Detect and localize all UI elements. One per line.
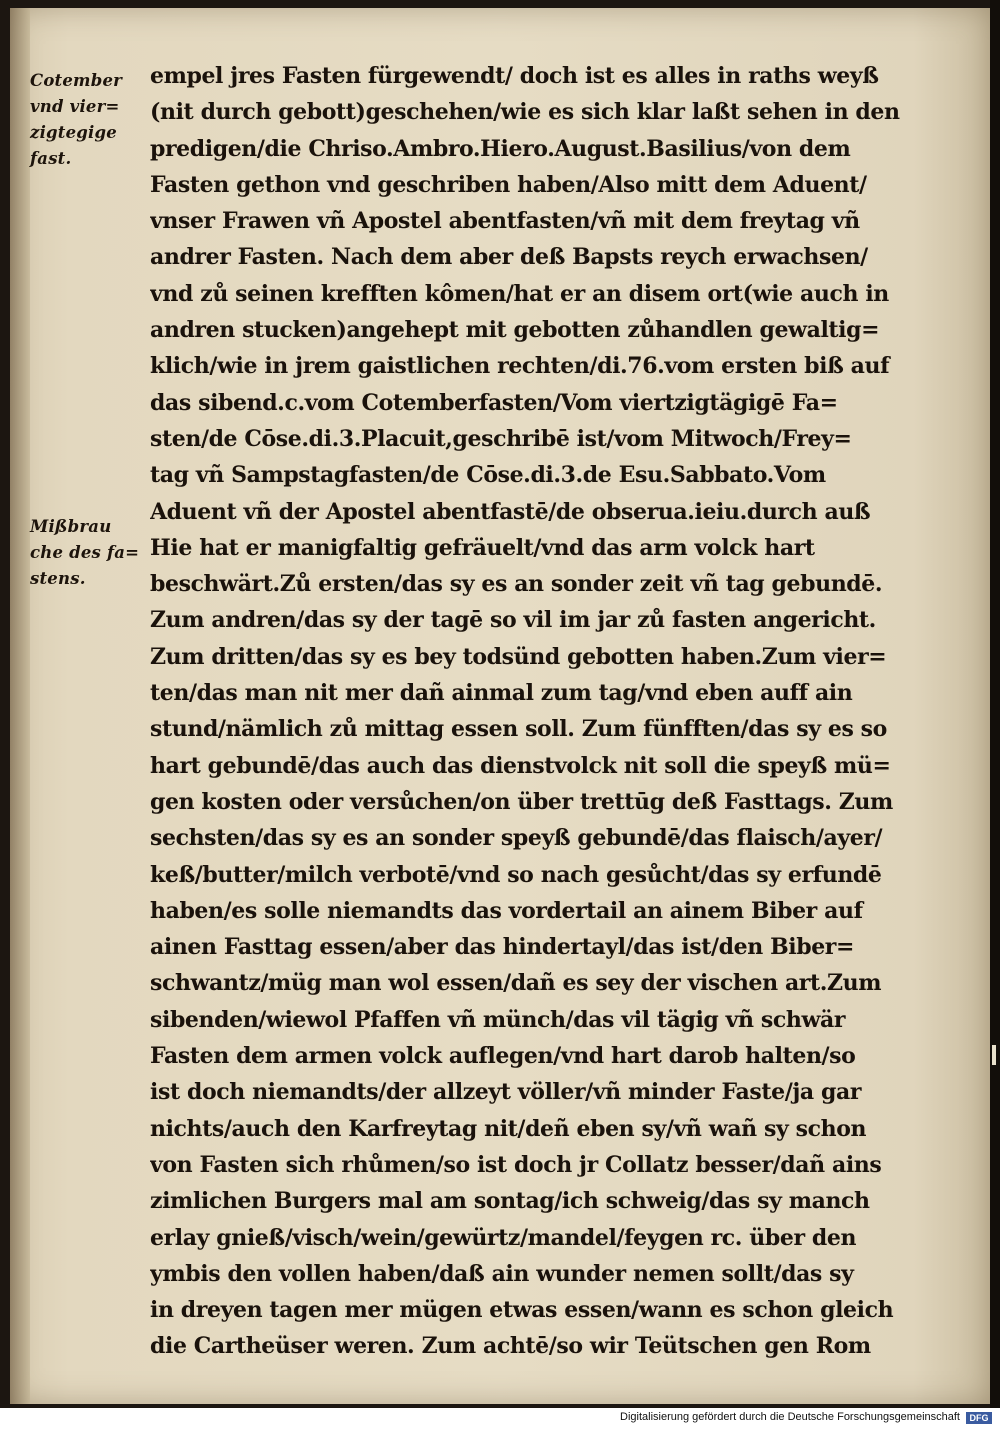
- footer-credit: Digitalisierung gefördert durch die Deutsche Forschungsgemeinschaft: [620, 1411, 960, 1423]
- text-line: Zum andren/das sy der tagē so vil im jar zů fasten angericht.: [150, 607, 876, 634]
- text-line: von Fasten sich rhůmen/so ist doch jr Collatz besser/dañ ains: [150, 1151, 882, 1178]
- text-line: sibenden/wiewol Pfaffen vñ münch/das vil tägig vñ schwär: [150, 1006, 846, 1033]
- text-line: nichts/auch den Karfreytag nit/deñ eben sy/vñ wañ sy schon: [150, 1115, 867, 1142]
- text-line: (nit durch gebott)geschehen/wie es sich klar laßt sehen in den: [150, 99, 900, 126]
- text-line: empel jres Fasten fürgewendt/ doch ist es alles in raths weyß: [150, 63, 879, 89]
- text-line: ymbis den vollen haben/daß ain wunder nemen sollt/das sy: [150, 1260, 854, 1287]
- text-line: ainen Fasttag essen/aber das hindertayl/das ist/den Biber=: [150, 934, 855, 961]
- text-line: andrer Fasten. Nach dem aber deß Bapsts reych erwachsen/: [150, 244, 868, 271]
- text-line: tag vñ Sampstagfasten/de Cōse.di.3.de Esu.Sabbato.Vom: [150, 462, 826, 489]
- margin-note-missbrauche: Mißbrau che des fa= stens.: [30, 517, 140, 588]
- text-line: beschwärt.Zů ersten/das sy es an sonder zeit vñ tag gebundē.: [150, 571, 883, 598]
- text-line: sechsten/das sy es an sonder speyß gebundē/das flaisch/ayer/: [150, 825, 883, 852]
- text-line: erlay gnieß/visch/wein/gewürtz/mandel/feygen rc. über den: [150, 1224, 857, 1251]
- text-line: Aduent vñ der Apostel abentfastē/de obserua.ieiu.durch auß: [150, 498, 871, 525]
- text-line: die Cartheüser weren. Zum achtē/so wir Teütschen gen Rom: [150, 1333, 871, 1360]
- text-line: das sibend.c.vom Cotemberfasten/Vom viertzigtägigē Fa=: [150, 389, 838, 416]
- text-line: predigen/die Chriso.Ambro.Hiero.August.Basilius/von dem: [150, 135, 851, 162]
- text-line: keß/butter/milch verbotē/vnd so nach gesůcht/das sy erfundē: [150, 861, 882, 888]
- text-line: stund/nämlich zů mittag essen soll. Zum fünfften/das sy es so: [150, 716, 887, 743]
- text-line: vnser Frawen vñ Apostel abentfasten/vñ mit dem freytag vñ: [150, 208, 860, 235]
- text-line: gen kosten oder versůchen/on über trettūg deß Fasttags. Zum: [150, 788, 893, 815]
- dfg-logo-icon: DFG: [966, 1412, 992, 1424]
- text-line: Fasten dem armen volck auflegen/vnd hart darob halten/so: [150, 1043, 856, 1070]
- text-line: Fasten gethon vnd geschriben haben/Also mitt dem Aduent/: [150, 171, 867, 198]
- text-line: andren stucken)angehept mit gebotten zůhandlen gewaltig=: [150, 317, 880, 344]
- text-line: Zum dritten/das sy es bey todsünd gebotten haben.Zum vier=: [150, 643, 887, 670]
- page-edge: [990, 0, 1000, 1408]
- text-line: ist doch niemandts/der allzeyt völler/vñ minder Faste/ja gar: [150, 1079, 862, 1106]
- main-text-block: [150, 58, 930, 1365]
- text-line: zimlichen Burgers mal am sontag/ich schweig/das sy manch: [150, 1188, 870, 1215]
- text-line: haben/es solle niemandts das vordertail an ainem Biber auf: [150, 897, 863, 924]
- text-line: hart gebundē/das auch das dienstvolck nit soll die speyß mü=: [150, 752, 891, 779]
- text-line: klich/wie in jrem gaistlichen rechten/di.76.vom ersten biß auf: [150, 353, 890, 380]
- text-line: Hie hat er manigfaltig gefräuelt/vnd das arm volck hart: [150, 534, 815, 561]
- text-line: ten/das man nit mer dañ ainmal zum tag/vnd eben auff ain: [150, 680, 853, 707]
- page-gutter: [10, 8, 30, 1404]
- text-line: in dreyen tagen mer mügen etwas essen/wann es schon gleich: [150, 1297, 894, 1324]
- text-line: schwantz/müg man wol essen/dañ es sey der vischen art.Zum: [150, 970, 882, 997]
- margin-note-cotember: Cotember vnd vier= zigtegige fast.: [30, 71, 123, 168]
- edge-marker: [992, 1045, 996, 1065]
- text-line: vnd zů seinen krefften kômen/hat er an disem ort(wie auch in: [150, 280, 889, 307]
- text-line: sten/de Cōse.di.3.Placuit,geschribē ist/vom Mitwoch/Frey=: [150, 425, 852, 452]
